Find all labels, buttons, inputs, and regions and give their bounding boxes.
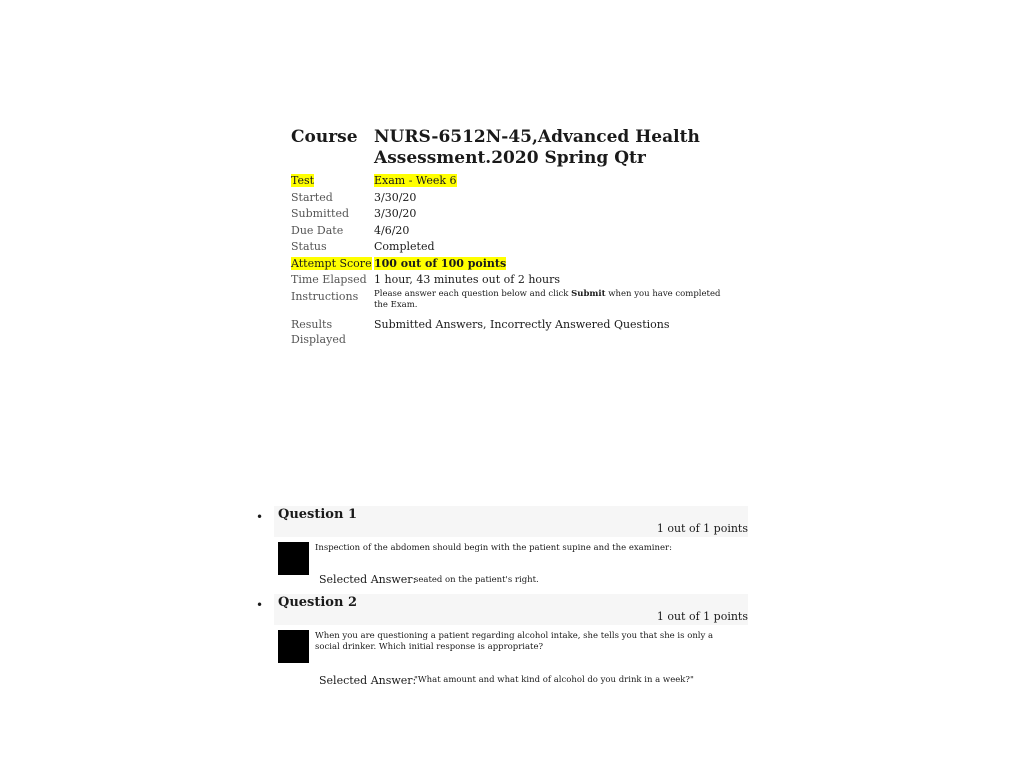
question-body — [278, 630, 748, 690]
question-points: 1 out of 1 points — [656, 522, 748, 535]
question-header — [256, 594, 748, 625]
instructions-label: Instructions — [291, 289, 359, 303]
bullet: • — [256, 510, 264, 524]
question-1 — [256, 506, 748, 602]
question-2 — [256, 594, 748, 690]
test-label: Test — [291, 174, 315, 187]
instructions-row — [291, 289, 751, 311]
submit-keyword: Submit — [571, 288, 606, 299]
due-date-row — [291, 223, 751, 238]
status-value: Completed — [374, 240, 435, 253]
attempt-summary — [291, 127, 751, 348]
results-value: Submitted Answers, Incorrectly Answered Questions — [374, 317, 670, 331]
status-label: Status — [291, 240, 327, 253]
submitted-row — [291, 206, 751, 221]
due-date-value: 4/6/20 — [374, 223, 410, 237]
test-value: Exam - Week 6 — [374, 174, 457, 187]
submitted-label: Submitted — [291, 207, 350, 220]
question-text: Inspection of the abdomen should begin with the patient supine and the examiner: — [315, 543, 672, 553]
course-row — [291, 127, 751, 169]
attempt-score-row — [291, 256, 751, 271]
started-label: Started — [291, 190, 333, 204]
question-body — [278, 542, 748, 602]
attempt-score-value: 100 out of 100 points — [374, 256, 507, 270]
selected-answer-value: seated on the patient's right. — [414, 575, 539, 585]
selected-answer-label: Selected Answer: — [319, 573, 417, 586]
selected-answer-value: "What amount and what kind of alcohol do you drink in a week?" — [414, 675, 694, 685]
results-row — [291, 317, 751, 347]
due-date-label: Due Date — [291, 223, 344, 237]
course-label: Course — [291, 127, 358, 147]
results-label: Results Displayed — [291, 317, 346, 346]
selected-answer-label: Selected Answer: — [319, 674, 417, 687]
started-row — [291, 190, 751, 205]
status-row — [291, 239, 751, 254]
time-elapsed-value: 1 hour, 43 minutes out of 2 hours — [374, 273, 561, 286]
submitted-value: 3/30/20 — [374, 207, 417, 220]
question-text: When you are questioning a patient regarding alcohol intake, she tells you that she is only a social drinker. Which initial response is appropriate? — [315, 631, 714, 652]
bullet: • — [256, 598, 264, 612]
question-points: 1 out of 1 points — [656, 610, 748, 623]
question-status-square — [278, 630, 309, 663]
question-title: Question 1 — [278, 507, 358, 522]
test-row — [291, 173, 751, 188]
started-value: 3/30/20 — [374, 190, 417, 204]
question-status-square — [278, 542, 309, 575]
attempt-score-label: Attempt Score — [291, 256, 372, 270]
time-elapsed-label: Time Elapsed — [291, 273, 367, 286]
question-title: Question 2 — [278, 595, 358, 610]
course-value: NURS-6512N-45,Advanced Health Assessment.2020 Spring Qtr — [374, 127, 700, 168]
question-header — [256, 506, 748, 537]
time-elapsed-row — [291, 272, 751, 287]
instructions-text: Please answer each question below and click Submit when you have completed the Exam. — [374, 288, 721, 310]
